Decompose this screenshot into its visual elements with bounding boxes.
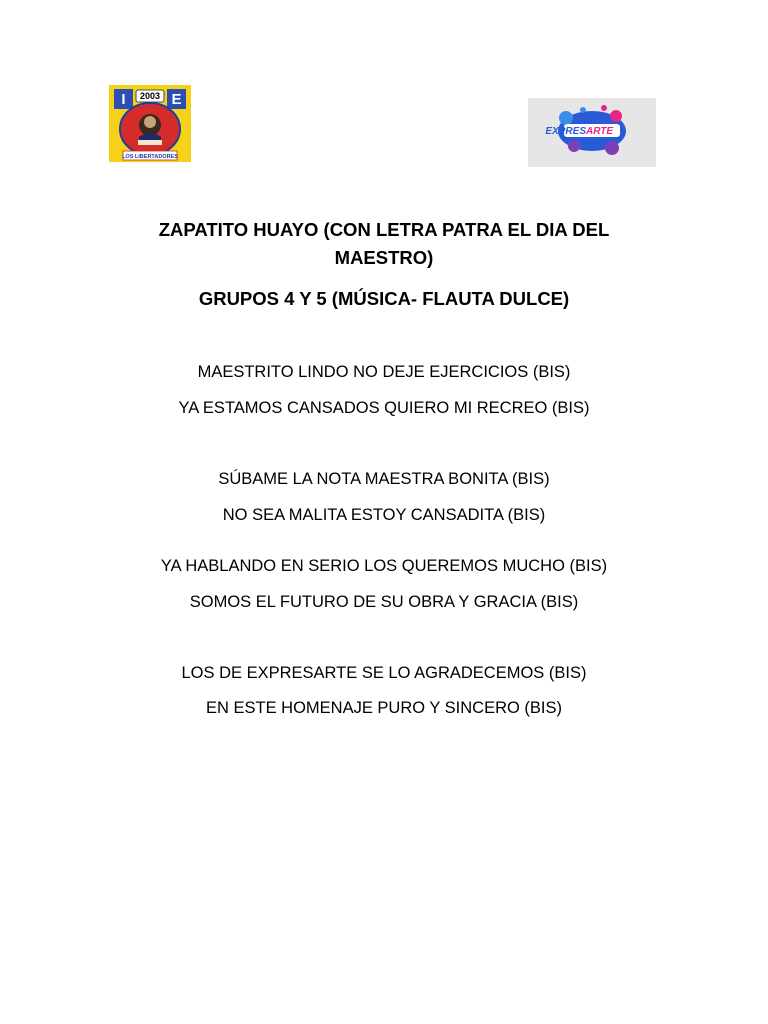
expresarte-logo [528, 98, 656, 167]
verse-2-line-2: NO SEA MALITA ESTOY CANSADITA (BIS) [222, 506, 546, 524]
verse-2-line-1: SÚBAME LA NOTA MAESTRA BONITA (BIS) [218, 470, 550, 488]
title-line-2: MAESTRO) [334, 247, 434, 268]
verse-3-line-2: SOMOS EL FUTURO DE SU OBRA Y GRACIA (BIS) [189, 593, 579, 611]
crest-letter-i: I [121, 91, 126, 108]
school-crest-logo [109, 85, 191, 162]
verse-4-line-2: EN ESTE HOMENAJE PURO Y SINCERO (BIS) [205, 699, 563, 717]
verse-1-line-2: YA ESTAMOS CANSADOS QUIERO MI RECREO (BIS) [178, 399, 590, 417]
crest-year: 2003 [139, 91, 161, 101]
verse-4-line-1: LOS DE EXPRESARTE SE LO AGRADECEMOS (BIS) [181, 664, 587, 682]
crest-ribbon-text: LOS LIBERTADORES [122, 154, 178, 160]
crest-icon [109, 85, 191, 162]
expresarte-icon [528, 98, 656, 167]
expresarte-text-b: ARTE [586, 126, 614, 137]
verse-3-line-1: YA HABLANDO EN SERIO LOS QUEREMOS MUCHO (BIS) [160, 557, 608, 575]
verse-1-line-1: MAESTRITO LINDO NO DEJE EJERCICIOS (BIS) [197, 363, 571, 381]
document-subtitle: GRUPOS 4 Y 5 (MÚSICA- FLAUTA DULCE) [198, 288, 570, 309]
title-line-1: ZAPATITO HUAYO (CON LETRA PATRA EL DIA DEL [158, 219, 610, 240]
document-title [120, 216, 648, 272]
expresarte-text-a: EXPRES [545, 126, 586, 137]
crest-letter-e: E [171, 91, 182, 108]
